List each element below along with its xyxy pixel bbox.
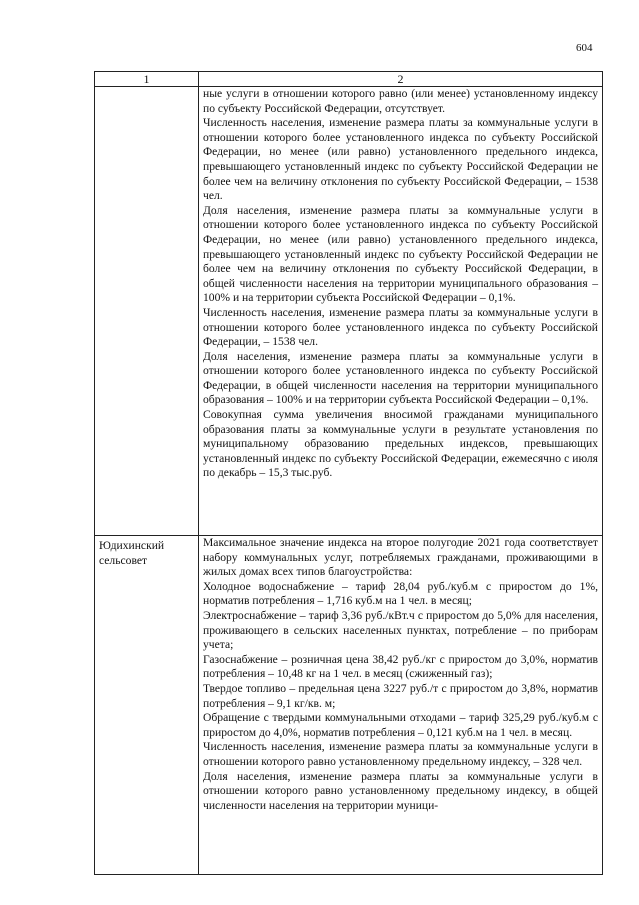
row-label [95, 87, 199, 536]
paragraph: Совокупная сумма увеличения вносимой гражданами муниципального образования платы за коммунальные услуги в результате установления по муниципальному образованию предельных индексов, превышающих установленный индекс по субъекту Российской Федерации, ежемесячно с июля по декабрь – 15,3 тыс.руб. [203, 408, 598, 480]
paragraph: Численность населения, изменение размера платы за коммунальные услуги в отношении которого более установленного индекса по субъекту Российской Федерации, но менее (или равно) установленного предельного индекса, превышающего установленный индекс по субъекту Российской Федерации не более чем на величину отклонения по субъекту Российской Федерации, – 1538 чел. [203, 116, 598, 203]
table-header-row [95, 72, 603, 87]
table-row [95, 87, 603, 536]
paragraph: Доля населения, изменение размера платы за коммунальные услуги в отношении которого более установленного индекса по субъекту Российской Федерации, в общей численности населения на территории муниципального образования – 100% и на территории субъекта Российской Федерации – 0,1%. [203, 349, 598, 407]
paragraph: Твердое топливо – предельная цена 3227 руб./т с приростом до 3,8%, норматив потребления – 9,1 кг/кв. м; [203, 681, 598, 710]
paragraph: Доля населения, изменение размера платы за коммунальные услуги в отношении которого равно установленному предельному индексу, в общей численности населения на территории муници- [203, 769, 598, 812]
row-content [199, 87, 603, 536]
row-label-municipality: Юдихинский сельсовет [95, 536, 199, 875]
paragraph: Доля населения, изменение размера платы за коммунальные услуги в отношении которого более установленного индекса по субъекту Российской Федерации, но менее (или равно) установленного предельного индекса, превышающего установленный индекс по субъекту Российской Федерации не более чем на величину отклонения по субъекту Российской Федерации, в общей численности населения на территории муниципального образования – 100% и на территории субъекта Российской Федерации – 0,1%. [203, 203, 598, 305]
paragraph: Численность населения, изменение размера платы за коммунальные услуги в отношении которого более установленного индекса по субъекту Российской Федерации, – 1538 чел. [203, 305, 598, 349]
page-number: 604 [576, 42, 593, 54]
paragraph: Численность населения, изменение размера платы за коммунальные услуги в отношении которого равно установленному предельному индексу, – 328 чел. [203, 740, 598, 768]
table-row [95, 536, 603, 875]
paragraph: Электроснабжение – тариф 3,36 руб./кВт.ч с приростом до 5,0% для населения, проживающего в сельских населенных пунктах, потребление – по приборам учета; [203, 608, 598, 652]
row-content [199, 536, 603, 875]
paragraph: Газоснабжение – розничная цена 38,42 руб./кг с приростом до 3,0%, норматив потребления – 10,48 кг на 1 чел. в месяц (сжиженный газ); [203, 652, 598, 681]
paragraph: Максимальное значение индекса на второе полугодие 2021 года соответствует набору коммунальных услуг, потребляемых гражданами, проживающими в жилых домах всех типов благоустройства: [203, 536, 598, 579]
paragraph: Обращение с твердыми коммунальными отходами – тариф 325,29 руб./куб.м с приростом до 4,0%, норматив потребления – 0,121 куб.м на 1 чел. в месяц. [203, 711, 598, 739]
paragraph: ные услуги в отношении которого равно (или менее) установленному индексу по субъекту Российской Федерации, отсутствует. [203, 87, 598, 115]
document-table [94, 71, 603, 875]
column-header-2: 2 [199, 72, 603, 87]
column-header-1: 1 [95, 72, 199, 87]
paragraph: Холодное водоснабжение – тариф 28,04 руб./куб.м с приростом до 1%, норматив потребления – 1,716 куб.м на 1 чел. в месяц; [203, 579, 598, 608]
